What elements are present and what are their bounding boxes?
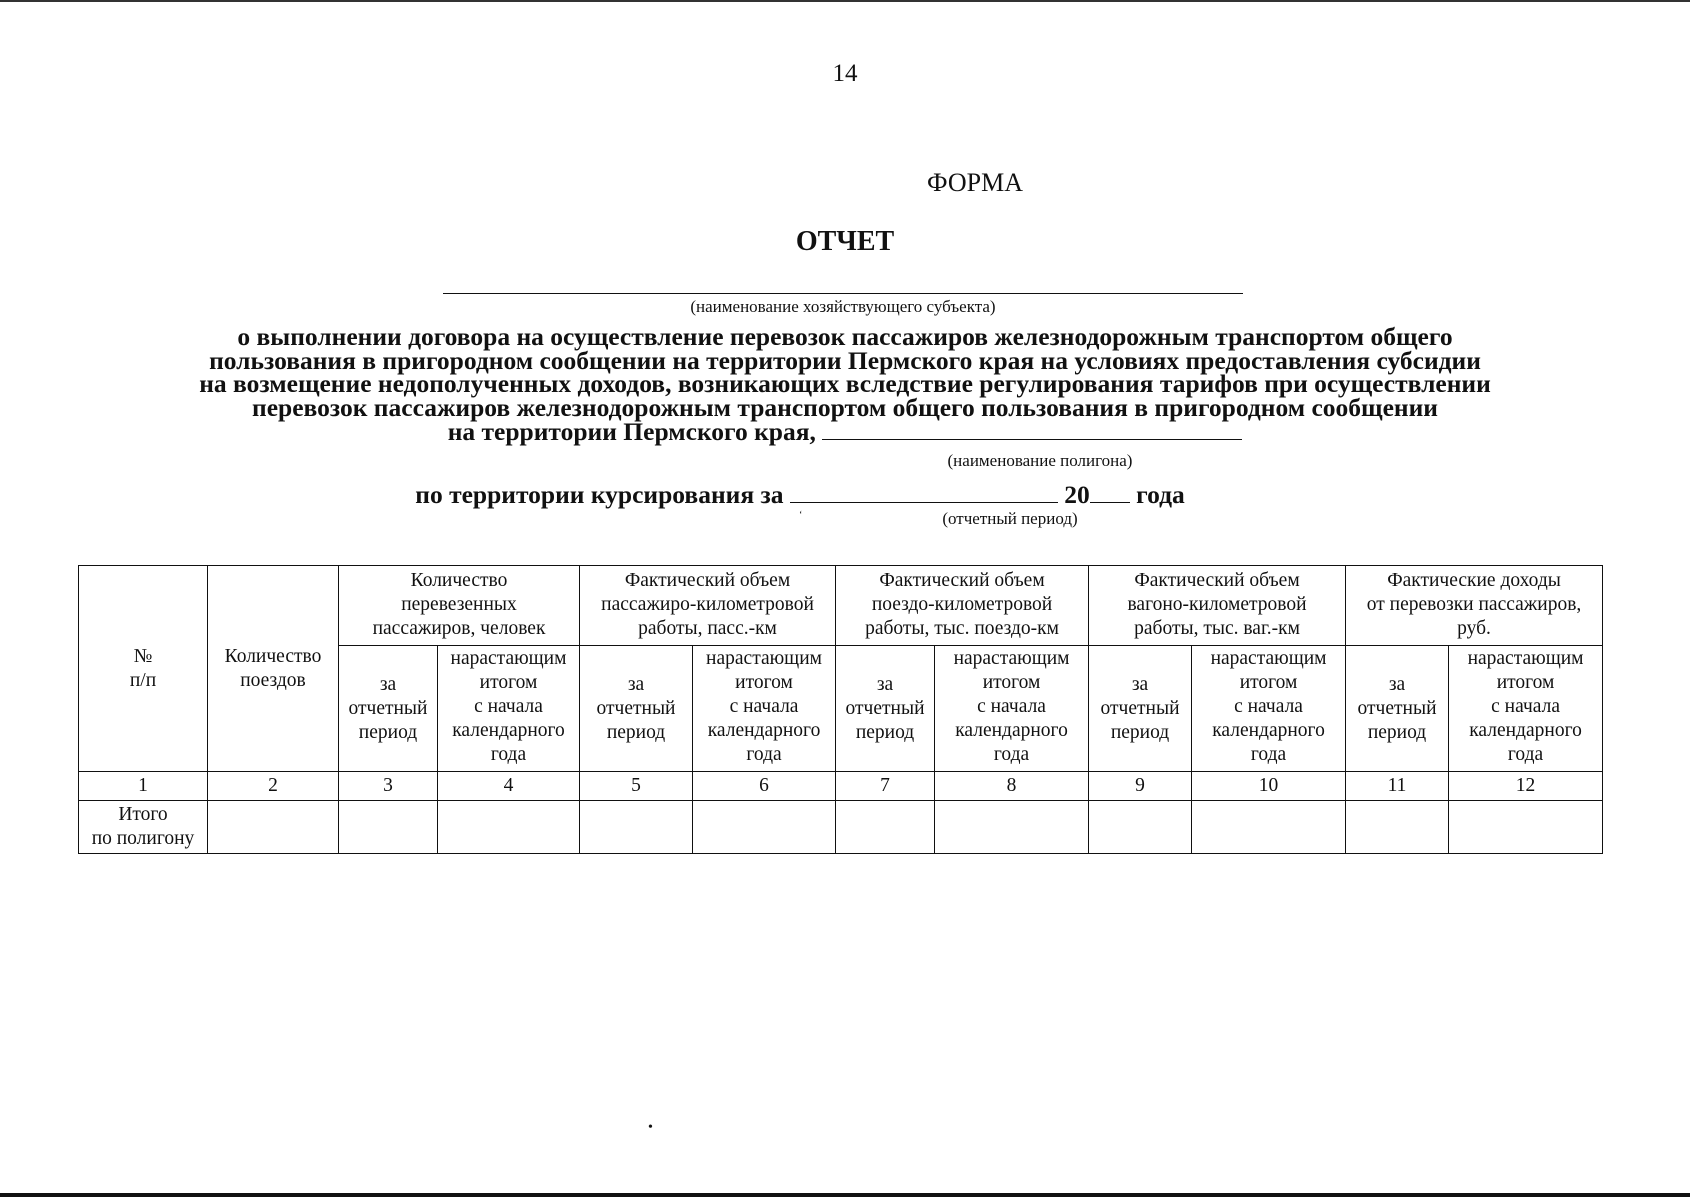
table-cell-empty[interactable] — [1192, 801, 1346, 854]
column-number: 8 — [935, 772, 1089, 801]
subheader-cumulative: нарастающим итогом с начала календарного года — [935, 646, 1089, 772]
description-line: на возмещение недополученных доходов, возникающих вследствие регулирования тарифов при осуществлении — [199, 369, 1491, 398]
subheader-period: за отчетный период — [339, 646, 438, 772]
header-passengers: Количество перевезенных пассажиров, человек — [339, 566, 580, 646]
header-number: № п/п — [79, 566, 208, 772]
form-label: ФОРМА — [927, 168, 1023, 197]
subheader-cumulative: нарастающим итогом с начала календарного года — [1449, 646, 1603, 772]
description-line: пользования в пригородном сообщении на территории Пермского края на условиях предоставления субсидии — [209, 345, 1481, 375]
column-number: 3 — [339, 772, 438, 801]
subheader-period: за отчетный период — [1346, 646, 1449, 772]
subheader-period: за отчетный период — [836, 646, 935, 772]
subheader-cumulative: нарастающим итогом с начала календарного года — [438, 646, 580, 772]
table-column-number-row — [79, 772, 1603, 801]
column-number: 2 — [208, 772, 339, 801]
report-table — [78, 565, 1603, 854]
scan-dot-mark: • — [648, 1120, 653, 1135]
top-border-line — [0, 0, 1690, 2]
period-blank[interactable] — [790, 482, 1058, 503]
column-number: 4 — [438, 772, 580, 801]
page-number: 14 — [832, 60, 858, 87]
period-suffix: года — [1136, 480, 1185, 509]
subheader-cumulative: нарастающим итогом с начала календарного года — [693, 646, 836, 772]
bottom-border-line — [0, 1193, 1690, 1197]
report-title: ОТЧЕТ — [795, 226, 895, 257]
subheader-period: за отчетный период — [1089, 646, 1192, 772]
entity-caption: (наименование хозяйствующего субъекта) — [690, 297, 996, 316]
table-cell-empty[interactable] — [208, 801, 339, 854]
table-cell-empty[interactable] — [339, 801, 438, 854]
table-cell-empty[interactable] — [1089, 801, 1192, 854]
scan-tick-mark: ‘ — [799, 510, 803, 521]
description-line: перевозок пассажиров железнодорожным транспортом общего пользования в пригородном сообщении — [252, 392, 1438, 422]
period-caption: (отчетный период) — [942, 509, 1078, 528]
table-cell-empty[interactable] — [1449, 801, 1603, 854]
column-number: 6 — [693, 772, 836, 801]
period-year-prefix: 20 — [1064, 480, 1090, 509]
description-line-last: на территории Пермского края, — [447, 417, 816, 446]
header-revenue: Фактические доходы от перевозки пассажиров, руб. — [1346, 566, 1603, 646]
column-number: 11 — [1346, 772, 1449, 801]
description-line-with-polygon — [80, 419, 1610, 444]
reporting-period-row — [300, 480, 1300, 510]
polygon-name-blank[interactable] — [822, 419, 1242, 440]
header-trains: Количество поездов — [208, 566, 339, 772]
subheader-cumulative: нарастающим итогом с начала календарного года — [1192, 646, 1346, 772]
subheader-period: за отчетный период — [580, 646, 693, 772]
column-number: 10 — [1192, 772, 1346, 801]
table-cell-empty[interactable] — [935, 801, 1089, 854]
column-number: 1 — [79, 772, 208, 801]
table-cell-empty[interactable] — [438, 801, 580, 854]
column-number: 9 — [1089, 772, 1192, 801]
column-number: 7 — [836, 772, 935, 801]
column-number: 5 — [580, 772, 693, 801]
description-line: о выполнении договора на осуществление перевозок пассажиров железнодорожным транспортом общего — [237, 322, 1453, 351]
column-number: 12 — [1449, 772, 1603, 801]
table-total-row — [79, 801, 1603, 854]
entity-name-blank-line[interactable] — [443, 293, 1243, 294]
header-passenger-km: Фактический объем пассажиро-километровой работы, пасс.-км — [580, 566, 836, 646]
period-prefix: по территории курсирования за — [415, 480, 784, 509]
header-train-km: Фактический объем поездо-километровой работы, тыс. поездо-км — [836, 566, 1089, 646]
table-header-group-row — [79, 566, 1603, 646]
header-wagon-km: Фактический объем вагоно-километровой работы, тыс. ваг.-км — [1089, 566, 1346, 646]
year-blank[interactable] — [1090, 482, 1130, 503]
report-description — [80, 322, 1610, 446]
table-cell-empty[interactable] — [1346, 801, 1449, 854]
table-cell-empty[interactable] — [580, 801, 693, 854]
table-cell-empty[interactable] — [693, 801, 836, 854]
table-cell-empty[interactable] — [836, 801, 935, 854]
polygon-caption: (наименование полигона) — [947, 451, 1133, 470]
total-label: Итого по полигону — [79, 801, 208, 854]
